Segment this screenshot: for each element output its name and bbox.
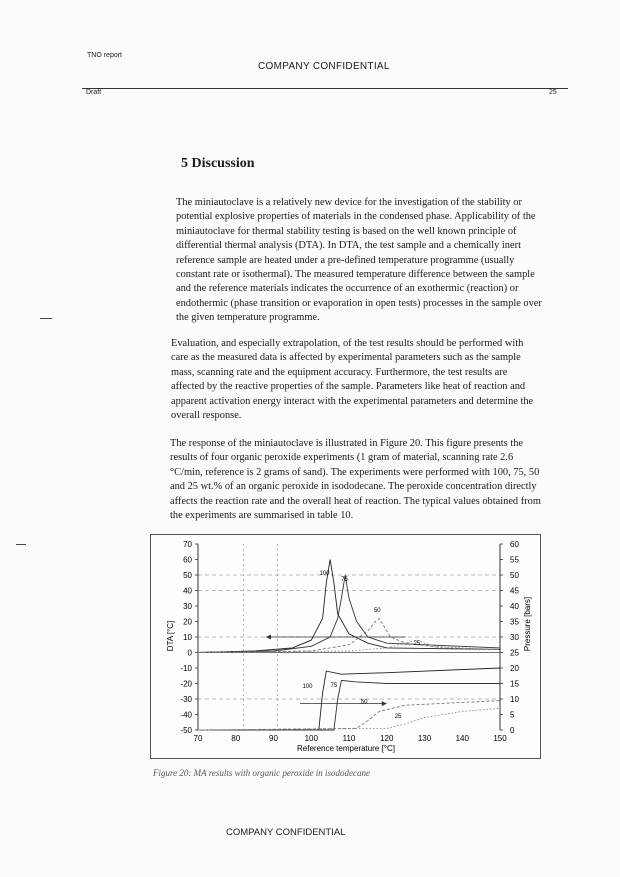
- y2-tick-label: 30: [510, 633, 519, 642]
- x-tick-label: 110: [342, 734, 356, 743]
- y-tick-label: 70: [183, 540, 192, 549]
- figure-caption: Figure 20: MA results with organic peroxide in isododecane: [153, 768, 370, 778]
- draft-label: Draft: [86, 89, 102, 96]
- x-tick-label: 150: [493, 734, 507, 743]
- y-tick-label: -10: [180, 664, 192, 673]
- x-tick-label: 90: [269, 734, 278, 743]
- y2-tick-label: 20: [510, 664, 519, 673]
- x-tick-label: 100: [304, 734, 318, 743]
- header-confidential: COMPANY CONFIDENTIAL: [258, 61, 390, 72]
- series-annotation: 50: [373, 608, 381, 615]
- y2-tick-label: 15: [510, 679, 519, 689]
- series-annotation: 75: [341, 577, 348, 584]
- y-tick-label: 0: [187, 648, 192, 658]
- y2-axis-label: Pressure [bars]: [523, 596, 532, 652]
- y-tick-label: 20: [183, 617, 192, 627]
- y-tick-label: 60: [183, 555, 192, 565]
- footer-confidential: COMPANY CONFIDENTIAL: [226, 827, 346, 838]
- y2-tick-label: 60: [510, 540, 519, 549]
- y-tick-label: -40: [180, 710, 192, 720]
- y2-tick-label: 40: [510, 602, 519, 611]
- paragraph: The miniautoclave is a relatively new device for the investigation of the stability or potential explosive properties of materials in the condensed phase. Applicability of the miniautoclave for thermal stability testing is based on the well known principle of differential thermal analysis (DTA). In DTA, the test sample and a chemically inert reference sample are heated under a pre-defined temperature programme (usually constant rate or isothermal). The measured temperature difference between the sample and the reference materials indicates the occurrence of an exothermic (reaction) or endothermic (phase transition or evaporation in open tests) processes in the sample over the given temperature programme.: [176, 197, 542, 324]
- y2-tick-label: 50: [510, 571, 519, 580]
- x-tick-label: 120: [380, 734, 394, 743]
- series-annotation: 50: [360, 699, 368, 706]
- report-label: TNO report: [87, 52, 123, 59]
- y-tick-label: -20: [180, 679, 192, 689]
- x-tick-label: 140: [455, 734, 469, 743]
- y-tick-label: 30: [183, 602, 192, 611]
- y-tick-label: -50: [180, 726, 192, 735]
- page-number: 25: [549, 89, 557, 96]
- y-tick-label: -30: [180, 695, 192, 704]
- ma-results-chart: [150, 534, 544, 762]
- paragraph: Evaluation, and especially extrapolation, of the test results should be performed with care as the measured data is affected by experimental parameters such as the sample mass, scanning rate and the equipment accuracy. Furthermore, the test results are affected by the reactive properties of the sample. Parameters like heat of reaction and apparent activation energy interact with the experimental parameters and determine the overall response.: [171, 338, 534, 422]
- y2-tick-label: 25: [510, 648, 519, 658]
- margin-mark: [16, 544, 26, 545]
- series-annotation: 25: [394, 714, 402, 721]
- y-axis-label: DTA [°C]: [166, 620, 175, 652]
- x-tick-label: 130: [417, 734, 432, 743]
- series-annotation: 25: [413, 640, 421, 647]
- y2-tick-label: 0: [510, 726, 515, 735]
- x-tick-label: 80: [231, 734, 241, 743]
- y2-tick-label: 55: [510, 555, 519, 565]
- y-tick-label: 50: [183, 571, 192, 580]
- y2-tick-label: 10: [510, 695, 519, 704]
- y2-tick-label: 35: [510, 617, 519, 627]
- y2-tick-label: 5: [510, 710, 515, 720]
- header-rule: [82, 88, 568, 89]
- series-annotation: 75: [330, 683, 338, 690]
- x-axis-label: Reference temperature [°C]: [297, 744, 395, 753]
- y-tick-label: 40: [183, 586, 192, 596]
- paragraph: The response of the miniautoclave is illustrated in Figure 20. This figure presents the results of four organic peroxide experiments (1 gram of material, scanning rate 2.6 °C/min, reference is 2 grams of sand). The experiments were performed with 100, 75, 50 and 25 wt.% of an organic peroxide in isododecane. The peroxide concentration directly affects the reaction rate and the overall heat of reaction. The typical values obtained from the experiments are summarised in table 10.: [170, 438, 541, 522]
- y-tick-label: 10: [183, 633, 192, 642]
- series-annotation: 100: [302, 684, 313, 691]
- section-title: 5 Discussion: [181, 156, 255, 171]
- margin-mark: [40, 318, 52, 319]
- chart-frame: [151, 535, 541, 759]
- y2-tick-label: 45: [510, 586, 519, 596]
- series-annotation: 100: [319, 571, 330, 577]
- x-tick-label: 70: [193, 734, 203, 743]
